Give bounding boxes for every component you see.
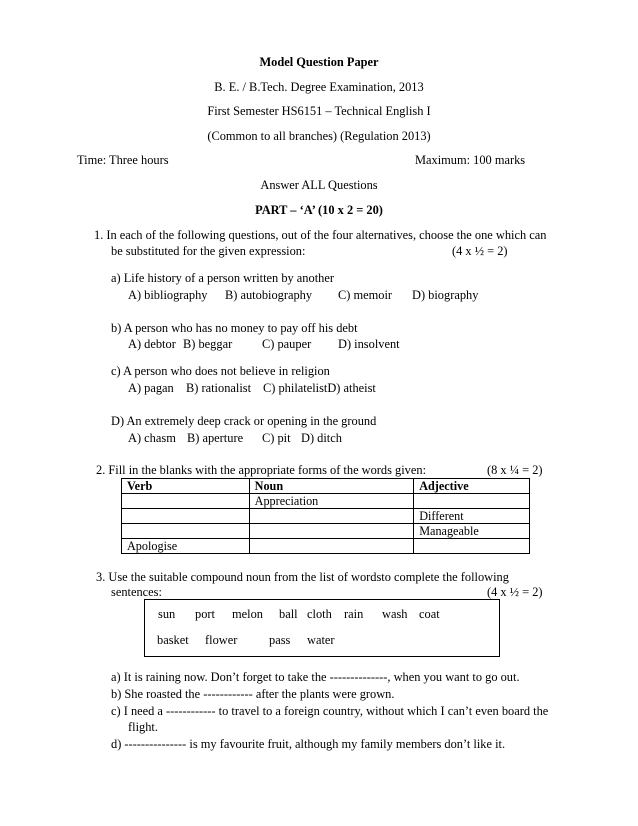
table-row bbox=[122, 524, 530, 539]
q3a-sentence: a) It is raining now. Don’t forget to take the --------------, when you want to go out. bbox=[111, 670, 520, 684]
regulation-note: (Common to all branches) (Regulation 2013) bbox=[207, 129, 431, 143]
q1c-option: B) rationalist bbox=[186, 381, 252, 395]
q1d-question: D) An extremely deep crack or opening in the ground bbox=[111, 414, 377, 428]
q3-text-line1: 3. Use the suitable compound noun from the list of wordsto complete the following bbox=[96, 570, 509, 584]
q1a-option: B) autobiography bbox=[225, 288, 313, 302]
q1b-option: B) beggar bbox=[183, 337, 233, 351]
word-item: cloth bbox=[307, 607, 332, 621]
word-item: coat bbox=[419, 607, 440, 621]
course-name: First Semester HS6151 – Technical English I bbox=[207, 104, 431, 118]
q1b-option: C) pauper bbox=[262, 337, 312, 351]
q1a-option: D) biography bbox=[412, 288, 479, 302]
q1b-option: A) debtor bbox=[128, 337, 176, 351]
word-item: ball bbox=[279, 607, 298, 621]
table-header-noun: Noun bbox=[249, 479, 414, 494]
q3-text-line2: sentences: bbox=[111, 585, 162, 599]
q1a-option: A) bibliography bbox=[128, 288, 208, 302]
table-header-row bbox=[122, 479, 530, 494]
word-forms-table bbox=[121, 478, 530, 554]
table-cell: Different bbox=[414, 509, 530, 524]
table-cell bbox=[249, 524, 414, 539]
table-cell bbox=[249, 509, 414, 524]
q3-marks: (4 x ½ = 2) bbox=[487, 585, 543, 599]
q2-text: 2. Fill in the blanks with the appropriate forms of the words given: bbox=[96, 463, 427, 477]
q3b-sentence: b) She roasted the ------------ after the plants were grown. bbox=[111, 687, 395, 701]
max-marks-label: Maximum: 100 marks bbox=[415, 153, 526, 167]
word-item: rain bbox=[344, 607, 364, 621]
table-row bbox=[122, 494, 530, 509]
q3d-sentence: d) --------------- is my favourite fruit, although my family members don’t like it. bbox=[111, 737, 506, 751]
table-cell bbox=[122, 524, 250, 539]
q1d-option: D) ditch bbox=[301, 431, 342, 445]
table-cell bbox=[414, 539, 530, 554]
part-heading: PART – ‘A’ (10 x 2 = 20) bbox=[255, 203, 383, 217]
table-cell: Manageable bbox=[414, 524, 530, 539]
table-cell bbox=[414, 494, 530, 509]
table-row bbox=[122, 509, 530, 524]
q1-marks: (4 x ½ = 2) bbox=[452, 244, 508, 258]
instruction: Answer ALL Questions bbox=[260, 178, 378, 192]
word-item: water bbox=[307, 633, 335, 647]
exam-name: B. E. / B.Tech. Degree Examination, 2013 bbox=[214, 80, 424, 94]
table-cell bbox=[122, 509, 250, 524]
word-list-box bbox=[144, 599, 500, 657]
q1d-option: A) chasm bbox=[128, 431, 176, 445]
q1c-question: c) A person who does not believe in religion bbox=[111, 364, 330, 378]
word-item: wash bbox=[382, 607, 408, 621]
q1b-option: D) insolvent bbox=[338, 337, 400, 351]
time-label: Time: Three hours bbox=[77, 153, 169, 167]
table-header-adjective: Adjective bbox=[414, 479, 530, 494]
q1-text-line2: be substituted for the given expression: bbox=[111, 244, 306, 258]
q3c-sentence-line2: flight. bbox=[128, 720, 158, 734]
word-item: pass bbox=[269, 633, 291, 647]
word-item: basket bbox=[157, 633, 189, 647]
word-item: melon bbox=[232, 607, 263, 621]
q1b-question: b) A person who has no money to pay off his debt bbox=[111, 321, 358, 335]
table-cell bbox=[249, 539, 414, 554]
q1a-option: C) memoir bbox=[338, 288, 393, 302]
q3c-sentence-line1: c) I need a ------------ to travel to a foreign country, without which I can’t even board the bbox=[111, 704, 549, 718]
table-cell: Appreciation bbox=[249, 494, 414, 509]
table-row bbox=[122, 539, 530, 554]
word-item: port bbox=[195, 607, 215, 621]
q1c-option: C) philatelistD) atheist bbox=[263, 381, 376, 395]
table-cell: Apologise bbox=[122, 539, 250, 554]
paper-title: Model Question Paper bbox=[259, 55, 379, 69]
q1a-question: a) Life history of a person written by another bbox=[111, 271, 334, 285]
q1d-option: B) aperture bbox=[187, 431, 244, 445]
word-item: sun bbox=[158, 607, 176, 621]
q1d-option: C) pit bbox=[262, 431, 291, 445]
table-cell bbox=[122, 494, 250, 509]
table-header-verb: Verb bbox=[122, 479, 250, 494]
q2-marks: (8 x ¼ = 2) bbox=[487, 463, 543, 477]
word-item: flower bbox=[205, 633, 238, 647]
q1c-option: A) pagan bbox=[128, 381, 174, 395]
q1-text-line1: 1. In each of the following questions, out of the four alternatives, choose the one which can bbox=[94, 228, 547, 242]
